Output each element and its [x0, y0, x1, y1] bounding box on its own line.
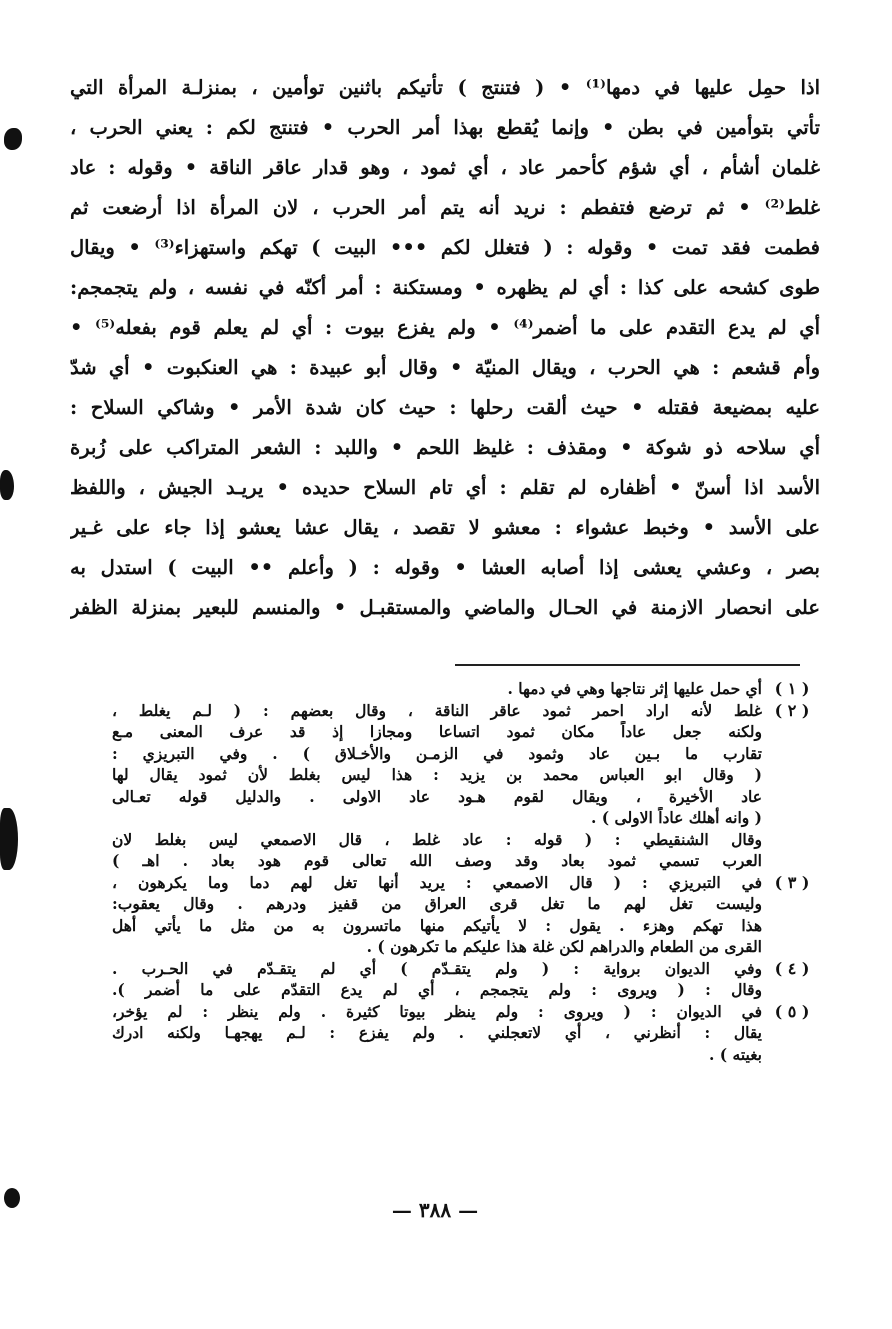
main-text-line: بصر ، وعشي يعشى إذا أصابه العشا • وقوله : ( وأعلم •• البيت ) استدل به [70, 556, 820, 579]
main-text-line: عليه بمضيعة فقتله • حيث ألقت رحلها : حيث كان شدة الأمر • وشاكي السلاح : [70, 396, 820, 419]
footnote-body [112, 678, 762, 700]
main-text-line: طوى كشحه على كذا : أي لم يظهره • ومستكنة : أمر أكنّه في نفسه ، ولم يتجمجم: [70, 276, 820, 299]
footnote-line: عاد الأخيرة ، ويقال لقوم هـود عاد الاولى . والدليل قوله تعـالى [112, 786, 762, 806]
footnote-separator [455, 664, 800, 666]
main-text-line: فطمت فقد تمت • وقوله : ( فتغلل لكم ••• البيت ) تهكم واستهزاء⁽³⁾ • ويقال [70, 236, 820, 259]
footnote-5 [72, 1001, 822, 1066]
main-text-line: أي لم يدع التقدم على ما أضمر⁽⁴⁾ • ولم يفزع بيوت : أي لم يعلم قوم بفعله⁽⁵⁾ • [70, 316, 820, 339]
main-text-line: غلمان أشأم ، أي شؤم كأحمر عاد ، أي ثمود ، وهو قدار عاقر الناقة • وقوله : عاد [70, 156, 820, 179]
scan-artifact [0, 470, 14, 500]
page-number: — ٣٨٨ — [391, 1198, 479, 1222]
footnote-number: ( ٣ ) [774, 872, 810, 892]
footnote-number: ( ٥ ) [774, 1001, 810, 1021]
footnote-line: أي حمل عليها إثر نتاجها وهي في دمها . [507, 679, 762, 698]
footnotes [72, 678, 822, 1065]
scan-artifact [4, 1188, 20, 1208]
footnote-line: وقال : ( ويروى : ولم يتجمجم ، أي لم يدع التقدّم على ما أضمر ). [112, 980, 762, 999]
footnote-line: ( وانه أهلك عاداً الاولى ) . [591, 808, 762, 827]
footnote-line: وقال الشنقيطي : ( قوله : عاد غلط ، قال الاصمعي ليس بغلط لان [112, 829, 762, 849]
footnote-body [112, 1001, 762, 1066]
footnote-line: بغيته ) . [709, 1044, 762, 1064]
footnote-body [112, 958, 762, 1001]
footnote-body [112, 700, 762, 872]
main-text-line: الأسد اذا أسنّ • أظفاره لم تقلم : أي تام السلاح حديده • يريـد الجيش ، واللفظ [70, 476, 820, 499]
footnote-4 [72, 958, 822, 1001]
footnote-3 [72, 872, 822, 958]
footnote-2 [72, 700, 822, 872]
footnote-body [112, 872, 762, 958]
main-text-line: على انحصار الازمنة في الحـال والماضي والمستقبـل • والمنسم للبعير بمنزلة الظفر [70, 596, 820, 619]
main-text-line: على الأسد • وخبط عشواء : معشو لا تقصد ، يقال عشا يعشو إذا جاء على غـير [70, 516, 820, 539]
main-text-line: غلط⁽²⁾ • ثم ترضع فتفطم : نريد أنه يتم أمر الحرب ، لان المرأة اذا أرضعت ثم [70, 196, 820, 219]
main-text-line: أي سلاحه ذو شوكة • ومقذف : غليظ اللحم • واللبد : الشعر المتراكب على زُبرة [70, 436, 820, 459]
footnote-line: القرى من الطعام والدراهم لكن غلة هذا عليكم ما تكرهون ) . [366, 937, 762, 956]
main-text-line: تأتي بتوأمين في بطن • وإنما يُقطع بهذا أمر الحرب • فتنتج لكم : يعني الحرب ، [70, 116, 820, 139]
footnote-line: في الديوان : ( ويروى : ولم ينظر بيوتا كثيرة . ولم ينظر : لم يؤخر، [112, 1001, 762, 1021]
footnote-line: يقال : أنظرني ، أي لاتعجلني . ولم يفزع : لـم يهجهـا ولكنه ادرك [112, 1023, 762, 1042]
footnote-line: تقارب ما بـين عاد وثمود في الزمـن والأخـلاق ) . وفي التبريزي : [112, 743, 762, 763]
footnote-line: في التبريزي : ( قال الاصمعي : يريد أنها تغل لهم دما وما يكرهون ، [112, 872, 762, 892]
footnote-number: ( ١ ) [774, 679, 810, 698]
footnote-line: ( وقال ابو العباس محمد بن يزيد : هذا ليس بغلط لأن ثمود يقال لها [112, 765, 762, 784]
footnote-line: العرب تسمي ثمود بعاد وقد وصف الله تعالى قوم هود بعاد . اهـ ) [112, 851, 762, 870]
footnote-number: ( ٢ ) [774, 700, 810, 720]
footnote-line: ولكنه جعل عاداً مكان ثمود اتساعا ومجازا إذ قد عرف المعنى مـع [112, 722, 762, 741]
main-text-line: اذا حمِل عليها في دمها⁽¹⁾ • ( فتنتج ) تأتيكم باثنين توأمين ، بمنزلـة المرأة التي [70, 76, 820, 99]
footnote-1 [72, 678, 822, 700]
scan-artifact [0, 808, 18, 870]
footnote-number: ( ٤ ) [774, 958, 810, 978]
footnote-line: هذا تهكم وهزء . يقول : لا يأتيكم منها ماتسرون به من مثل ما يأتي أهل [112, 915, 762, 935]
scan-artifact [4, 128, 22, 150]
footnote-line: وليست تغل لهم ما تغل قرى العراق من قفيز ودرهم . وقال يعقوب: [112, 894, 762, 913]
main-text [70, 68, 820, 628]
footnote-line: وفي الديوان برواية : ( ولم يتقـدّم ) أي لم يتقـدّم في الحـرب . [112, 958, 762, 978]
main-text-line: وأم قشعم : هي الحرب ، ويقال المنيّة • وقال أبو عبيدة : هي العنكبوت • أي شدّ [70, 356, 820, 379]
footnote-line: غلط لأنه اراد احمر ثمود عاقر الناقة ، وقال بعضهم : ( لـم يغلط ، [112, 700, 762, 720]
